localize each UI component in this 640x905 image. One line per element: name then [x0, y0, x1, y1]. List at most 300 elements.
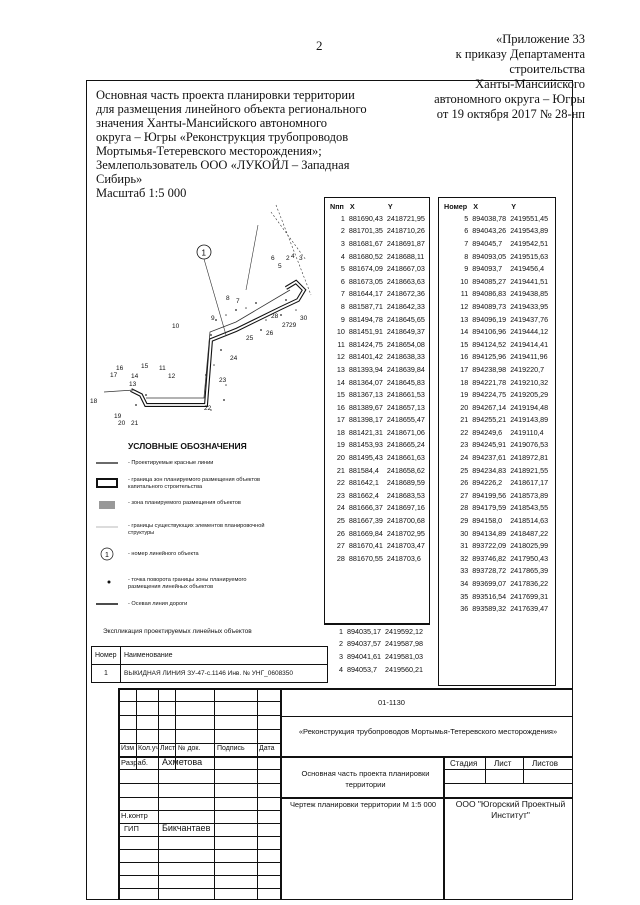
column-header: Nпп	[330, 201, 344, 211]
table-row	[92, 665, 328, 683]
table-cell: 894045,7	[472, 238, 503, 248]
table-row	[327, 388, 427, 401]
table-cell: 881667,39	[348, 516, 383, 526]
table-row	[327, 638, 425, 651]
table-cell: 32	[460, 553, 469, 563]
table-cell: 3	[339, 651, 343, 661]
table-cell: 894134,89	[472, 528, 507, 538]
developed-label: Разраб.	[121, 758, 149, 767]
table-cell: 34	[460, 579, 469, 589]
table-cell: 894158,0	[472, 516, 503, 526]
col-header: Подпись	[217, 745, 245, 752]
table-row	[327, 376, 427, 389]
table-row	[327, 338, 427, 351]
table-row	[441, 414, 550, 427]
table-cell: 2419220,7	[510, 364, 545, 374]
stage-header: Стадия	[450, 759, 478, 768]
map-point-label: 7	[236, 298, 240, 305]
table-cell: 22	[460, 427, 469, 437]
table-cell: 894053,7	[347, 664, 377, 674]
table-row	[327, 527, 427, 540]
coords-table-1-sub-body	[327, 625, 425, 675]
table-cell: 894038,78	[472, 213, 507, 223]
table-cell: 6	[340, 276, 345, 286]
table-cell: 21	[336, 465, 345, 475]
table-cell: 881451,91	[348, 327, 383, 337]
section-title: Основная часть проекта планировки территории	[301, 769, 430, 789]
table-cell: 894249,6	[472, 427, 503, 437]
table-cell: 2419542,51	[510, 238, 549, 248]
table-row	[441, 476, 550, 489]
table-row	[327, 489, 427, 502]
legend-symbols	[96, 455, 126, 615]
column-header: Номер	[92, 647, 121, 665]
table-cell: 2419581,03	[384, 651, 423, 661]
table-cell: 2418655,47	[386, 415, 425, 425]
table-cell: 894226,2	[472, 478, 503, 488]
table-row	[327, 275, 427, 288]
chief-label: ГИП	[124, 824, 139, 833]
table-row	[327, 363, 427, 376]
table-cell: 894043,26	[472, 226, 507, 236]
table-cell: 894221,78	[472, 377, 507, 387]
table-cell: 881701,35	[348, 226, 383, 236]
table-cell: 881401,42	[348, 352, 383, 362]
table-cell: 893699,07	[472, 579, 507, 589]
table-row	[327, 650, 425, 663]
table-cell: 2418639,84	[386, 364, 425, 374]
table-row	[441, 539, 550, 552]
table-cell: 894106,96	[472, 327, 507, 337]
table-cell: 25	[336, 516, 345, 526]
table-cell: 894179,59	[472, 503, 507, 513]
table-cell: 881644,17	[348, 289, 383, 299]
legend-item: - Осевая линия дороги	[128, 601, 188, 607]
developed-name: Ахметова	[162, 757, 203, 767]
table-cell: 2417865,39	[510, 566, 549, 576]
table-cell: 2418702,95	[386, 528, 425, 538]
table-cell: 2418972,81	[510, 453, 549, 463]
table-cell: 27	[460, 490, 469, 500]
table-cell: 2419560,21	[384, 664, 423, 674]
table-cell: 2419444,12	[510, 327, 549, 337]
table-cell: 4	[340, 251, 345, 261]
scale-label: Масштаб 1:5 000	[96, 186, 187, 200]
legend-item: - границы существующих элементов планировочной структуры	[128, 523, 265, 536]
map-point-label: 13	[129, 381, 137, 388]
legend-title: УСЛОВНЫЕ ОБОЗНАЧЕНИЯ	[128, 441, 247, 451]
table-cell: 16	[336, 402, 345, 412]
table-cell: 1	[92, 665, 121, 683]
map-point-label: 8	[226, 295, 230, 302]
table-cell: 894041,61	[347, 651, 381, 661]
table-cell: 5	[464, 213, 469, 223]
table-cell: 881587,71	[348, 301, 383, 311]
table-row	[441, 577, 550, 590]
table-cell: 894199,56	[472, 490, 507, 500]
table-row	[327, 476, 427, 489]
table-cell: 881662,4	[348, 490, 379, 500]
table-cell: 881674,09	[348, 264, 383, 274]
table-row	[441, 439, 550, 452]
table-cell: 2418671,06	[386, 427, 425, 437]
table-cell: 894086,83	[472, 289, 507, 299]
table-cell: 26	[336, 528, 345, 538]
table-row	[441, 363, 550, 376]
map-point-label: 9	[211, 315, 215, 322]
table-cell: 2419456,4	[510, 264, 545, 274]
table-row	[327, 250, 427, 263]
stage-header: Листов	[532, 759, 558, 768]
table-cell: 2418654,08	[386, 339, 425, 349]
table-cell: 881670,41	[348, 541, 383, 551]
table-cell: 881584,4	[348, 465, 379, 475]
map-point-label: 19	[114, 413, 122, 420]
appendix-line: от 19 октября 2017 № 28-нп	[436, 107, 585, 121]
col-header: Кол.уч	[138, 745, 159, 752]
legend-item: - номер линейного объекта	[128, 551, 199, 557]
table-row	[441, 338, 550, 351]
table-cell: 2418721,95	[386, 213, 425, 223]
table-cell: 2418688,11	[386, 251, 425, 261]
table-cell: 2419210,32	[510, 377, 549, 387]
table-cell: 881367,13	[348, 390, 383, 400]
table-row	[441, 451, 550, 464]
table-cell: 1	[339, 626, 343, 636]
table-cell: 2418683,53	[386, 490, 425, 500]
table-cell: 2418025,99	[510, 541, 549, 551]
map-point-label: 30	[300, 315, 308, 322]
appendix-line: «Приложение 33	[496, 32, 585, 46]
table-cell: 2	[339, 639, 343, 649]
table-cell: 2419551,45	[510, 213, 549, 223]
col-header: Дата	[259, 745, 275, 752]
appendix-line: строительства	[509, 62, 585, 76]
organization-name: ООО "Югорский Проектный Институт"	[455, 799, 566, 820]
table-cell: 881495,43	[348, 453, 383, 463]
table-header-row	[441, 200, 550, 212]
table-cell: 3	[340, 238, 345, 248]
table-cell: 893746,82	[472, 553, 507, 563]
table-row	[441, 602, 550, 615]
table-cell: 894037,57	[347, 639, 381, 649]
legend-item: - граница зон планируемого размещения объектов капитального строительства	[128, 477, 261, 490]
table-row	[327, 212, 427, 225]
map-point-label: 24	[230, 355, 238, 362]
table-cell: 12	[460, 301, 469, 311]
table-cell: 881666,37	[348, 503, 383, 513]
table-cell: 2419543,89	[510, 226, 549, 236]
table-cell: 2419143,89	[510, 415, 549, 425]
table-cell: 15	[460, 339, 469, 349]
table-cell: 29	[460, 516, 469, 526]
table-row	[441, 275, 550, 288]
map-point-label: 15	[141, 363, 149, 370]
table-cell: 2419411,96	[510, 352, 548, 362]
table-row	[441, 514, 550, 527]
table-cell: 2418703,47	[386, 541, 425, 551]
table-cell: 2417639,47	[510, 604, 549, 614]
table-cell: 894125,96	[472, 352, 507, 362]
table-cell: 8	[340, 301, 345, 311]
table-cell: 894234,83	[472, 465, 507, 475]
map-point-label: 5	[278, 263, 282, 270]
table-cell: 2419515,63	[510, 251, 549, 261]
table-cell: 893589,32	[472, 604, 507, 614]
table-cell: 12	[336, 352, 345, 362]
table-cell: 2418697,16	[386, 503, 425, 513]
table-cell: 17	[336, 415, 345, 425]
coords-table-2	[441, 200, 550, 615]
title-line: Сибирь»	[96, 172, 143, 186]
table-row	[327, 237, 427, 250]
col-header: Лист	[160, 745, 176, 752]
table-header-row	[327, 200, 427, 212]
table-cell: 11	[460, 289, 469, 299]
map-point-label: 29	[289, 322, 297, 329]
table-cell: 2418543,55	[510, 503, 549, 513]
table-cell: 881673,05	[348, 276, 383, 286]
table-row	[327, 625, 425, 638]
table-cell: 881494,78	[348, 314, 383, 324]
table-row	[327, 451, 427, 464]
table-cell: 31	[460, 541, 469, 551]
table-cell: 881642,1	[348, 478, 379, 488]
table-row	[441, 489, 550, 502]
table-cell: 894267,14	[472, 402, 507, 412]
table-cell: 2418689,59	[386, 478, 425, 488]
table-cell: 10	[336, 327, 345, 337]
table-row	[327, 351, 427, 364]
table-cell: 2418645,65	[386, 314, 425, 324]
table-row	[441, 313, 550, 326]
table-cell: 18	[336, 427, 345, 437]
table-cell: 2419194,48	[510, 402, 549, 412]
table-cell: 2418617,17	[510, 478, 549, 488]
table-cell: 21	[460, 415, 469, 425]
drawing-title: Чертеж планировки территории М 1:5 000	[289, 800, 437, 809]
col-header: Изм	[121, 745, 135, 752]
table-row	[441, 388, 550, 401]
table-row	[327, 225, 427, 238]
table-row	[327, 426, 427, 439]
table-cell: 2419110,4	[510, 427, 544, 437]
map-point-label: 4	[291, 253, 295, 260]
table-cell: 2418703,6	[386, 553, 421, 563]
site-plan-map	[86, 200, 326, 435]
map-point-label: 26	[266, 330, 274, 337]
table-header-row	[92, 647, 328, 665]
table-row	[441, 250, 550, 263]
table-cell: 881453,93	[348, 440, 383, 450]
table-cell: 4	[339, 664, 343, 674]
table-row	[441, 325, 550, 338]
col-header: № док.	[178, 745, 201, 752]
table-row	[441, 262, 550, 275]
table-row	[327, 439, 427, 452]
table-cell: 2419592,12	[384, 626, 423, 636]
table-cell: 2418700,68	[386, 516, 425, 526]
map-point-label: 12	[168, 373, 176, 380]
table-row	[327, 663, 425, 676]
table-cell: 2418661,53	[386, 390, 425, 400]
title-line: Землепользователь ООО «ЛУКОЙЛ – Западная	[96, 158, 350, 172]
table-cell: 2418710,26	[386, 226, 425, 236]
coords-table-1	[327, 200, 427, 565]
table-cell: 1	[340, 213, 345, 223]
table-cell: 881398,17	[348, 415, 383, 425]
table-cell: 10	[460, 276, 469, 286]
table-cell: 881690,43	[348, 213, 383, 223]
map-point-label: 27	[282, 322, 290, 329]
table-row	[441, 351, 550, 364]
table-cell: 2	[340, 226, 345, 236]
map-point-label: 21	[131, 420, 139, 427]
column-header: X	[473, 201, 478, 211]
legend-item: - точка поворота границы зоны планируемого размещения линейных объектов	[128, 577, 247, 590]
page-number: 2	[316, 38, 323, 53]
title-line: округа – Югры «Реконструкция трубопроводов	[96, 130, 349, 144]
map-point-label: 28	[271, 313, 279, 320]
table-cell: 9	[464, 264, 469, 274]
table-row	[441, 376, 550, 389]
table-row	[441, 590, 550, 603]
table-cell: 8	[464, 251, 469, 261]
table-row	[327, 300, 427, 313]
map-point-label: 6	[271, 255, 275, 262]
table-cell: 2419205,29	[510, 390, 549, 400]
map-point-label: 23	[219, 377, 227, 384]
table-cell: 881669,84	[348, 528, 383, 538]
table-row	[441, 300, 550, 313]
table-row	[327, 539, 427, 552]
map-point-label: 20	[118, 420, 126, 427]
table-cell: 2418649,37	[386, 327, 425, 337]
stage-header: Лист	[494, 759, 512, 768]
table-cell: 16	[460, 352, 469, 362]
table-cell: 2419076,53	[510, 440, 549, 450]
table-cell: 2418657,13	[386, 402, 425, 412]
table-cell: 2418487,22	[510, 528, 549, 538]
table-cell: 2417699,31	[510, 591, 549, 601]
table-cell: 881681,67	[348, 238, 383, 248]
map-point-label: 14	[131, 373, 139, 380]
table-cell: 2418667,03	[386, 264, 425, 274]
table-row	[327, 552, 427, 565]
control-label: Н.контр	[121, 811, 148, 820]
coords-table-2-body	[441, 212, 550, 615]
column-header: Номер	[444, 201, 468, 211]
table-row	[441, 426, 550, 439]
table-cell: ВЫКИДНАЯ ЛИНИЯ ЗУ-47-с.1146 Инв. № УНГ_0608350	[121, 665, 328, 683]
table-cell: 894089,73	[472, 301, 507, 311]
legend-item: - Проектируемые красные линии	[128, 460, 214, 466]
table-cell: 2419438,85	[510, 289, 549, 299]
table-cell: 25	[460, 465, 469, 475]
table-cell: 19	[460, 390, 469, 400]
table-cell: 2418573,89	[510, 490, 549, 500]
table-cell: 33	[460, 566, 469, 576]
explication-title: Экспликация проектируемых линейных объектов	[103, 628, 252, 635]
map-point-label: 3	[299, 255, 303, 262]
table-cell: 2418663,63	[386, 276, 425, 286]
column-header: X	[349, 201, 355, 211]
table-cell: 23	[336, 490, 345, 500]
table-cell: 24	[460, 453, 469, 463]
object-number-label: 1	[201, 248, 206, 258]
table-cell: 894245,91	[472, 440, 507, 450]
drawing-title-block	[96, 88, 396, 200]
table-cell: 881421,31	[348, 427, 383, 437]
table-row	[441, 212, 550, 225]
appendix-line: автономного округа – Югры	[434, 92, 585, 106]
table-cell: 893728,72	[472, 566, 507, 576]
table-row	[327, 325, 427, 338]
table-cell: 893516,54	[472, 591, 507, 601]
table-cell: 13	[460, 314, 469, 324]
coords-table-1-sub	[327, 625, 425, 675]
table-cell: 881389,67	[348, 402, 383, 412]
table-cell: 881424,75	[348, 339, 383, 349]
map-point-label: 16	[116, 365, 124, 372]
table-row	[441, 225, 550, 238]
table-cell: 881364,07	[348, 377, 383, 387]
column-header: Y	[387, 201, 393, 211]
table-cell: 2419587,98	[384, 639, 423, 649]
map-point-label: 18	[90, 398, 98, 405]
title-line: Мортымья-Тетеревского месторождения»;	[96, 144, 322, 158]
title-line: Основная часть проекта планировки территории	[96, 88, 355, 102]
table-cell: 881670,55	[348, 553, 383, 563]
table-row	[441, 527, 550, 540]
table-cell: 22	[336, 478, 345, 488]
table-cell: 6	[464, 226, 469, 236]
table-cell: 2417950,43	[510, 553, 549, 563]
map-point-label: 25	[246, 335, 254, 342]
table-row	[441, 552, 550, 565]
table-cell: 19	[336, 440, 345, 450]
table-cell: 7	[340, 289, 345, 299]
table-cell: 881680,52	[348, 251, 383, 261]
table-cell: 15	[336, 390, 345, 400]
table-cell: 2418921,55	[510, 465, 549, 475]
table-cell: 894255,21	[472, 415, 507, 425]
table-cell: 2419414,41	[510, 339, 549, 349]
table-cell: 894124,52	[472, 339, 507, 349]
doc-code: 01-1130	[378, 698, 405, 707]
table-cell: 27	[336, 541, 345, 551]
table-cell: 20	[336, 453, 345, 463]
table-cell: 11	[337, 339, 345, 349]
table-cell: 24	[336, 503, 345, 513]
chief-name: Бикчантаев	[162, 823, 211, 833]
table-cell: 23	[460, 440, 469, 450]
table-row	[441, 401, 550, 414]
table-row	[327, 514, 427, 527]
table-cell: 20	[460, 402, 469, 412]
table-cell: 894035,17	[347, 626, 381, 636]
table-row	[327, 262, 427, 275]
table-cell: 881393,94	[348, 364, 383, 374]
legend-item: - зона планируемого размещения объектов	[128, 500, 241, 506]
table-cell: 2418661,63	[386, 453, 425, 463]
explication-table	[91, 646, 328, 683]
table-cell: 18	[460, 377, 469, 387]
table-row	[327, 414, 427, 427]
table-row	[327, 288, 427, 301]
table-cell: 894237,61	[472, 453, 507, 463]
table-cell: 894224,75	[472, 390, 507, 400]
